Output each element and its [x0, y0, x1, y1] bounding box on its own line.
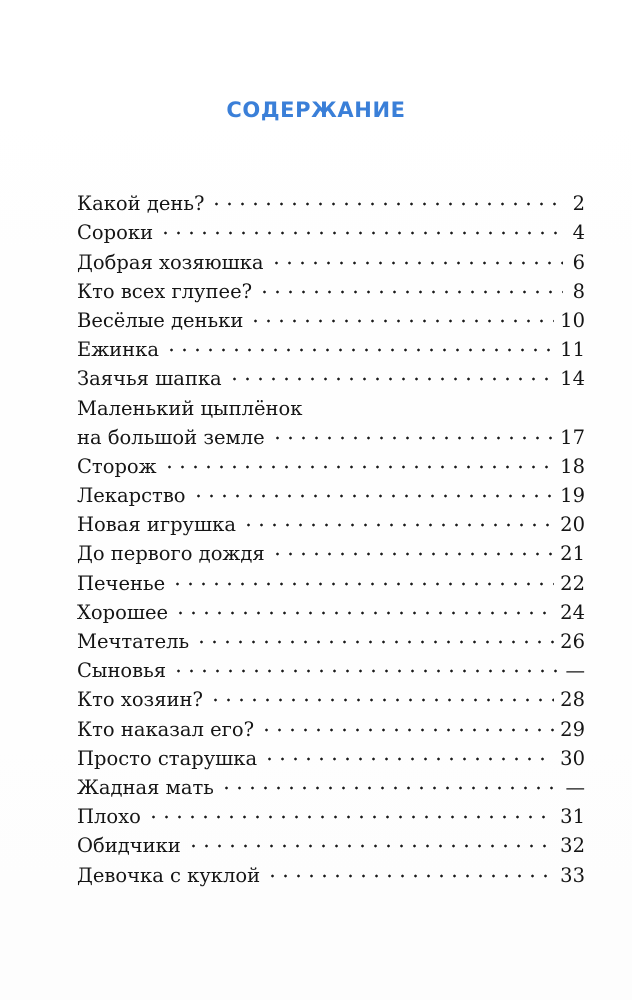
toc-entry-page: 20: [560, 513, 585, 537]
toc-entry: [77, 624, 585, 653]
dot-leader: [209, 695, 554, 705]
dot-leader: [220, 783, 560, 793]
toc-entry: [77, 449, 585, 478]
toc-entry: [77, 274, 585, 303]
toc-entry: [77, 361, 585, 390]
dot-leader: [270, 258, 563, 268]
toc-entry-title: Лекарство: [77, 484, 186, 508]
toc-entry-page: 30: [560, 746, 585, 770]
toc-entry-title: До первого дождя: [77, 542, 265, 566]
dot-leader: [165, 345, 554, 355]
toc-entry-page: —: [565, 659, 585, 683]
dot-leader: [163, 462, 555, 472]
toc-entry: [77, 682, 585, 711]
dot-leader: [228, 374, 555, 384]
toc-entry: [77, 186, 585, 215]
toc-entry: [77, 711, 585, 740]
toc-entry-page: 17: [560, 425, 585, 449]
toc-entry: [77, 828, 585, 857]
toc-entry-title: Обидчики: [77, 834, 181, 858]
toc-entry-title: Весёлые деньки: [77, 308, 244, 332]
toc-entry-title: Маленький цыплёнок: [77, 396, 303, 420]
toc-entry-page: 4: [572, 221, 585, 245]
toc-entry: [77, 478, 585, 507]
toc-entry: [77, 770, 585, 799]
toc-entry-page: 29: [560, 717, 585, 741]
toc-entry-page: 18: [560, 454, 585, 478]
toc-entry: [77, 244, 585, 273]
dot-leader: [210, 199, 563, 209]
toc-entry: [77, 332, 585, 361]
toc-entry-title: Жадная мать: [77, 775, 214, 799]
toc-entry-page: —: [565, 775, 585, 799]
dot-leader: [172, 666, 559, 676]
toc-entry: [77, 565, 585, 594]
dot-leader: [249, 316, 554, 326]
toc-entry-page: 11: [560, 338, 585, 362]
dot-leader: [260, 725, 554, 735]
toc-entry-title: Сторож: [77, 454, 157, 478]
toc-entry: [77, 799, 585, 828]
toc-entry-title: Кто всех глупее?: [77, 279, 253, 303]
toc-entry-page: 8: [572, 279, 585, 303]
toc-entry: [77, 653, 585, 682]
toc-entry: [77, 536, 585, 565]
dot-leader: [242, 520, 554, 530]
toc-entry-title: Ежинка: [77, 338, 159, 362]
toc-entry: [77, 857, 585, 886]
dot-leader: [171, 579, 554, 589]
toc-entry-title: на большой земле: [77, 425, 265, 449]
toc-entry: [77, 595, 585, 624]
page-title: СОДЕРЖАНИЕ: [226, 98, 406, 122]
toc-entry-title: Кто наказал его?: [77, 717, 255, 741]
toc-entry-page: 2: [572, 192, 585, 216]
dot-leader: [263, 754, 554, 764]
dot-leader: [195, 637, 554, 647]
toc-entry-title: Сороки: [77, 221, 154, 245]
toc-entry-page: 22: [560, 571, 585, 595]
toc-entry: [77, 303, 585, 332]
toc-entry-page: 10: [560, 308, 585, 332]
toc-entry: [77, 741, 585, 770]
toc-entry-page: 26: [560, 630, 585, 653]
toc-entry-title: Сыновья: [77, 659, 167, 683]
table-of-contents: [77, 186, 585, 887]
toc-entry-title: Какой день?: [77, 192, 205, 216]
toc-entry-page: 24: [560, 600, 585, 624]
toc-entry-title: Кто хозяин?: [77, 688, 203, 712]
toc-entry-page: 31: [560, 805, 585, 829]
toc-entry-title: Хорошее: [77, 600, 169, 624]
dot-leader: [187, 841, 554, 851]
dot-leader: [271, 433, 555, 443]
dot-leader: [266, 871, 554, 881]
toc-entry-title: Новая игрушка: [77, 513, 236, 537]
toc-entry-page: 32: [560, 834, 585, 858]
toc-entry: [77, 215, 585, 244]
toc-entry-title: Плохо: [77, 805, 141, 829]
dot-leader: [159, 228, 563, 238]
toc-entry: [77, 507, 585, 536]
dot-leader: [192, 491, 555, 501]
toc-entry-title: Печенье: [77, 571, 166, 595]
toc-entry-page: 28: [560, 688, 585, 712]
toc-entry: [77, 420, 585, 449]
dot-leader: [258, 287, 563, 297]
dot-leader: [147, 812, 554, 822]
toc-entry-title: Добрая хозяюшка: [77, 250, 264, 274]
dot-leader: [271, 549, 554, 559]
toc-entry-title: Заячья шапка: [77, 367, 222, 391]
toc-entry-page: 21: [560, 542, 585, 566]
toc-entry-page: 19: [560, 484, 585, 508]
toc-entry-page: 33: [560, 863, 585, 887]
toc-entry-title: Мечтатель: [77, 630, 190, 653]
toc-entry-wrapped-first-line: [77, 390, 585, 419]
toc-entry-page: 14: [560, 367, 585, 391]
toc-entry-page: 6: [572, 250, 585, 274]
dot-leader: [174, 608, 554, 618]
toc-entry-title: Девочка с куклой: [77, 863, 261, 887]
toc-entry-title: Просто старушка: [77, 746, 258, 770]
